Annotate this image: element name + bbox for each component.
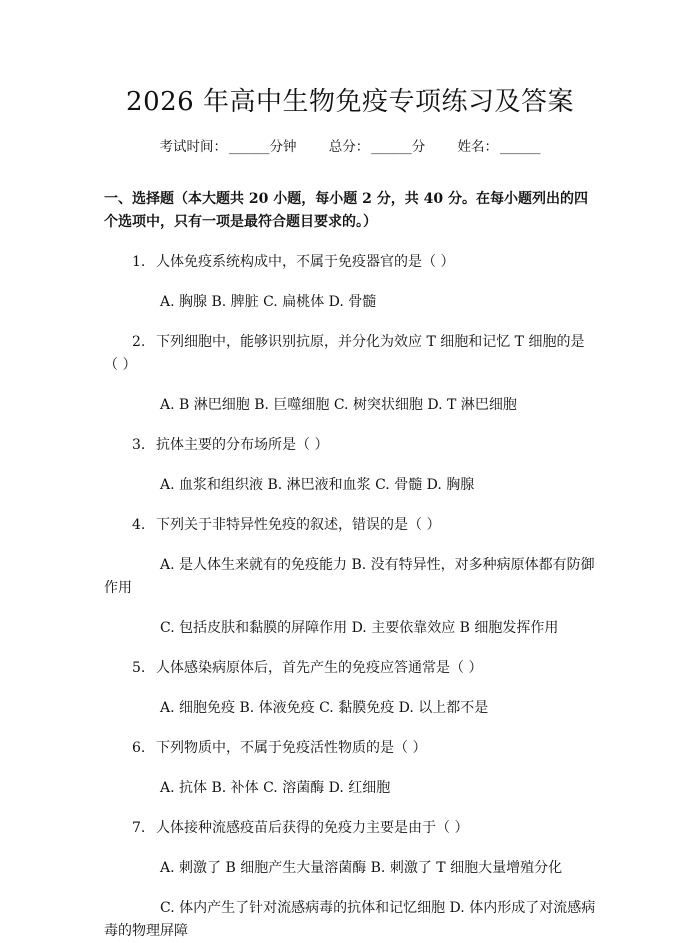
question-number: 3. bbox=[132, 437, 146, 453]
question-text: 下列物质中，不属于免疫活性物质的是（ ） bbox=[156, 740, 427, 756]
student-name-blank: ______ bbox=[500, 139, 541, 155]
exam-time-label: 考试时间： bbox=[159, 139, 227, 155]
question-stem bbox=[104, 434, 596, 457]
question-stem bbox=[104, 657, 596, 680]
question-stem bbox=[104, 737, 596, 760]
document-title: 2026 年高中生物免疫专项练习及答案 bbox=[126, 87, 574, 117]
question-options: A. 是人体生来就有的免疫能力 B. 没有特异性，对多种病原体都有防御作用 bbox=[104, 557, 595, 596]
question-options: A. 血浆和组织液 B. 淋巴液和血浆 C. 骨髓 D. 胸腺 bbox=[160, 477, 475, 493]
question-options: C. 包括皮肤和黏膜的屏障作用 D. 主要依靠效应 B 细胞发挥作用 bbox=[160, 620, 559, 636]
question-number: 7. bbox=[132, 820, 146, 836]
question-stem bbox=[104, 514, 596, 537]
question-options: A. 抗体 B. 补体 C. 溶菌酶 D. 红细胞 bbox=[160, 780, 391, 796]
exam-time-unit: 分钟 bbox=[269, 139, 297, 155]
exam-time-field bbox=[159, 139, 300, 155]
student-name-label: 姓名： bbox=[457, 139, 499, 155]
question-text: 下列关于非特异性免疫的叙述，错误的是（ ） bbox=[156, 517, 441, 533]
question-text: 下列细胞中，能够识别抗原，并分化为效应 T 细胞和记忆 T 细胞的是（ ） bbox=[104, 334, 585, 373]
question-list bbox=[104, 251, 596, 943]
question-text: 抗体主要的分布场所是（ ） bbox=[156, 437, 329, 453]
question-stem bbox=[104, 817, 596, 840]
total-score-field bbox=[329, 139, 430, 155]
total-score-label: 总分： bbox=[328, 139, 370, 155]
question-number: 5. bbox=[132, 660, 146, 676]
question-options: C. 体内产生了针对流感病毒的抗体和记忆细胞 D. 体内形成了对流感病毒的物理屏障 bbox=[104, 900, 596, 939]
question-number: 2. bbox=[132, 334, 146, 350]
total-score-blank: ______ bbox=[371, 139, 412, 155]
question-options: A. 刺激了 B 细胞产生大量溶菌酶 B. 刺激了 T 细胞大量增殖分化 bbox=[160, 860, 563, 876]
question-options: A. 胸腺 B. 脾脏 C. 扁桃体 D. 骨髓 bbox=[160, 294, 377, 310]
question-number: 1. bbox=[132, 254, 146, 270]
exam-time-blank: ______ bbox=[228, 139, 270, 155]
question-number: 6. bbox=[132, 740, 146, 756]
exam-info-line bbox=[104, 136, 596, 158]
question-text: 人体免疫系统构成中，不属于免疫器官的是（ ） bbox=[156, 254, 455, 270]
total-score-unit: 分 bbox=[411, 139, 426, 155]
section-heading: 一、选择题（本大题共 20 小题，每小题 2 分，共 40 分。在每小题列出的四个选项中，只有一项是最符合题目要求的。） bbox=[104, 191, 588, 230]
question-text: 人体接种流感疫苗后获得的免疫力主要是由于（ ） bbox=[156, 820, 469, 836]
question-stem bbox=[104, 331, 596, 377]
question-stem bbox=[104, 251, 596, 274]
question-options: A. 细胞免疫 B. 体液免疫 C. 黏膜免疫 D. 以上都不是 bbox=[160, 700, 489, 716]
question-text: 人体感染病原体后，首先产生的免疫应答通常是（ ） bbox=[156, 660, 483, 676]
student-name-field bbox=[458, 139, 541, 155]
question-number: 4. bbox=[132, 517, 146, 533]
question-options: A. B 淋巴细胞 B. 巨噬细胞 C. 树突状细胞 D. T 淋巴细胞 bbox=[160, 397, 517, 413]
